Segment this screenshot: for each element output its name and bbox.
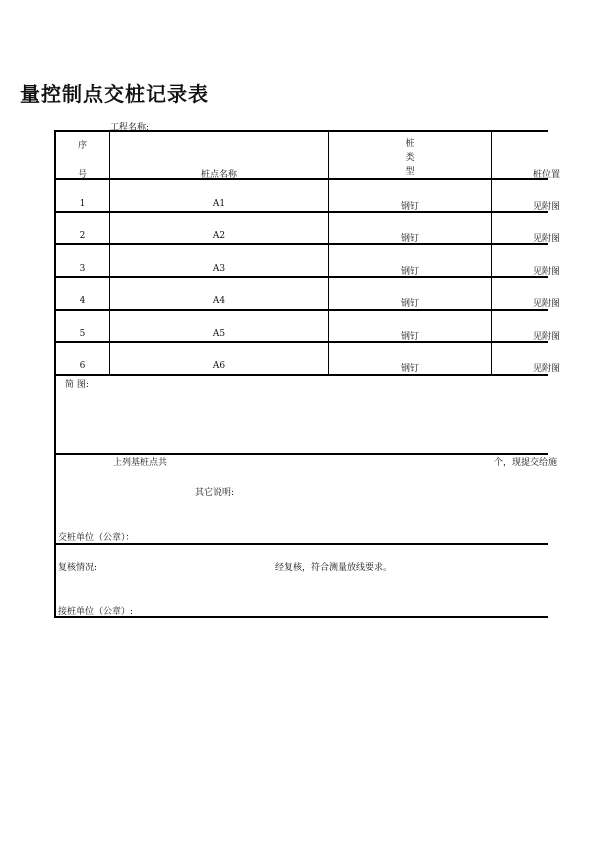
row-type: 钢钉 xyxy=(400,364,419,374)
row-name: A2 xyxy=(212,231,226,241)
row-seq: 1 xyxy=(79,199,86,209)
handover-bottom-border xyxy=(56,543,548,545)
row-seq: 6 xyxy=(79,361,86,371)
review-label: 复核情况: xyxy=(58,563,98,573)
row-position: 见附图 xyxy=(533,299,561,309)
row-type: 钢钉 xyxy=(400,299,419,309)
row-position: 见附图 xyxy=(533,332,561,342)
row-position: 见附图 xyxy=(533,234,561,244)
rows-bottom-border xyxy=(56,374,548,376)
row-name: A3 xyxy=(212,264,226,274)
row-name: A4 xyxy=(212,296,226,306)
other-notes-label: 其它说明: xyxy=(195,488,235,498)
header-type-1: 桩 xyxy=(405,139,415,149)
row-name: A5 xyxy=(212,329,226,339)
header-seq-top: 序 xyxy=(77,141,87,151)
row-name: A1 xyxy=(212,199,226,209)
sketch-label: 简 图: xyxy=(65,380,89,390)
row-name: A6 xyxy=(212,361,226,371)
summary-right-text: 个，现提交给施 xyxy=(494,458,558,468)
row-seq: 4 xyxy=(79,296,86,306)
receive-unit-label: 接桩单位（公章）: xyxy=(58,607,134,617)
summary-left-text: 上列基桩点共 xyxy=(113,458,168,468)
row-type: 钢钉 xyxy=(400,202,419,212)
record-table xyxy=(54,130,561,618)
header-type-2: 类 xyxy=(405,153,415,163)
handover-unit-label: 交桩单位（公章）： xyxy=(58,533,135,543)
header-name: 桩点名称 xyxy=(200,170,237,180)
row-divider xyxy=(56,309,548,311)
header-type-3: 型 xyxy=(405,167,415,177)
column-divider xyxy=(491,130,492,375)
row-position: 见附图 xyxy=(533,364,561,374)
row-type: 钢钉 xyxy=(400,332,419,342)
project-name-label: 工程名称: xyxy=(110,123,150,133)
form-title: 量控制点交桩记录表 xyxy=(20,82,209,106)
table-top-border xyxy=(56,130,548,132)
header-position: 桩位置 xyxy=(533,170,561,180)
review-text: 经复核，符合测量放线要求。 xyxy=(275,563,393,573)
row-seq: 5 xyxy=(79,329,86,339)
header-seq-bottom: 号 xyxy=(77,170,87,180)
row-seq: 2 xyxy=(79,231,86,241)
row-type: 钢钉 xyxy=(400,267,419,277)
row-type: 钢钉 xyxy=(400,234,419,244)
row-seq: 3 xyxy=(79,264,86,274)
row-position: 见附图 xyxy=(533,267,561,277)
row-position: 见附图 xyxy=(533,202,561,212)
